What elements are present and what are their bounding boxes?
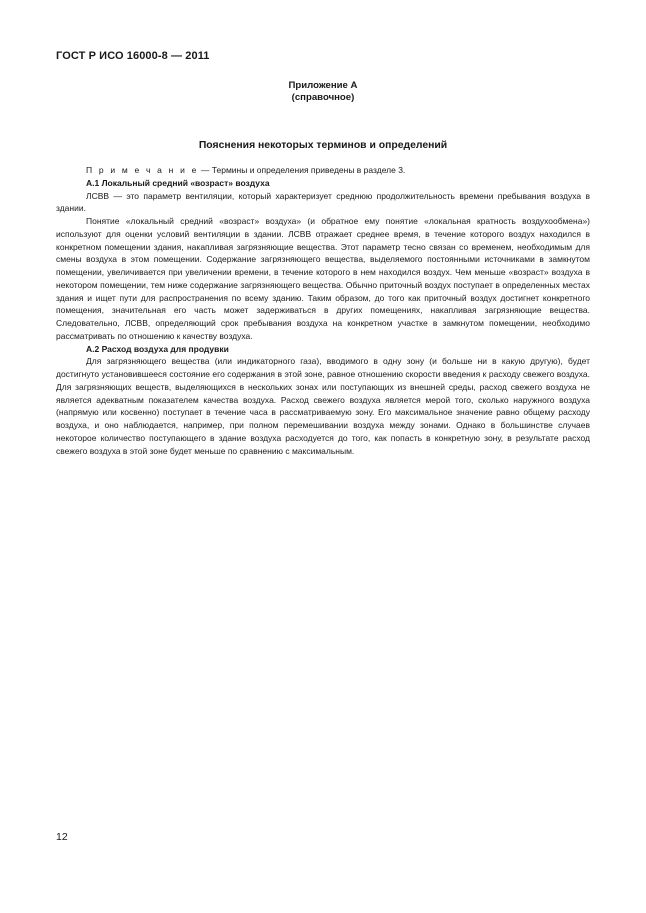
- note-text: — Термины и определения приведены в разделе 3.: [198, 165, 406, 175]
- a2-heading: А.2 Расход воздуха для продувки: [86, 343, 229, 354]
- note-paragraph: [56, 164, 590, 177]
- appendix-subtitle: (справочное): [291, 92, 355, 103]
- a2-paragraph-1: Для загрязняющего вещества (или индикаторного газа), вводимого в одну зону (и больше ни в какую другую), будет достигнуто установившееся состояние его содержания в этой зоне, равное отношению скорости введения к расходу свежего воздуха. Для загрязняющих веществ, выделяющихся в нескольких зонах или поступающих из внешней среды, расход свежего воздуха не является адекватным показателем качества воздуха. Расход свежего воздуха является мерой того, сколько наружного воздуха (напрямую или косвенно) поступает в течение часа в рассматриваемую зону. Его максимальное значение равно общему расходу воздуха, и оно наблюдается, например, при полном перемешивании воздуха между зонами. Однако в большинстве случаев некоторое количество поступающего в здание воздуха расходуется до того, как попасть в конкретную зону, в результате расход свежего воздуха в этой зоне будет меньше по сравнению с максимальным.: [56, 356, 590, 456]
- appendix-heading: [0, 80, 646, 104]
- a1-paragraph-2: Понятие «локальный средний «возраст» воздуха» (и обратное ему понятие «локальная кратность воздухообмена») используют для оценки условий вентиляции в здании. ЛСВВ отражает среднее время, в течение которого воздух находился в конкретном помещении здания, накапливая загрязняющие вещества. Этот параметр тесно связан со временем, необходимым для смены воздуха в этом помещении. Содержание загрязняющего вещества, выделяемого постоянными источниками в замкнутом помещении, увеличивается при увеличении времени, в течение которого в нем находился воздух. Чем меньше «возраст» воздуха в некотором помещении, тем ниже содержание загрязняющего вещества. Обычно приточный воздух поступает в определенных местах здания и ищет пути для распространения по всему зданию. Таким образом, до того как приточный воздух достигнет конкретного помещения, значительная его часть может задерживаться в других помещениях, накапливая загрязняющие вещества. Следовательно, ЛСВВ, определяющий срок пребывания воздуха на конкретном участке в замкнутом помещении, необходимо рассматривать по отношению к качеству воздуха.: [56, 216, 590, 341]
- appendix-title: Приложение А: [288, 80, 358, 91]
- standard-identifier: ГОСТ Р ИСО 16000-8 — 2011: [56, 50, 210, 62]
- document-body: [56, 164, 590, 457]
- section-title: Пояснения некоторых терминов и определений: [198, 140, 448, 151]
- page-number: 12: [56, 831, 68, 843]
- a1-heading: А.1 Локальный средний «возраст» воздуха: [86, 177, 270, 188]
- a1-paragraph-1: ЛСВВ — это параметр вентиляции, который характеризует среднюю продолжительность времени пребывания воздуха в здании.: [56, 190, 590, 214]
- note-label: П р и м е ч а н и е: [86, 165, 199, 175]
